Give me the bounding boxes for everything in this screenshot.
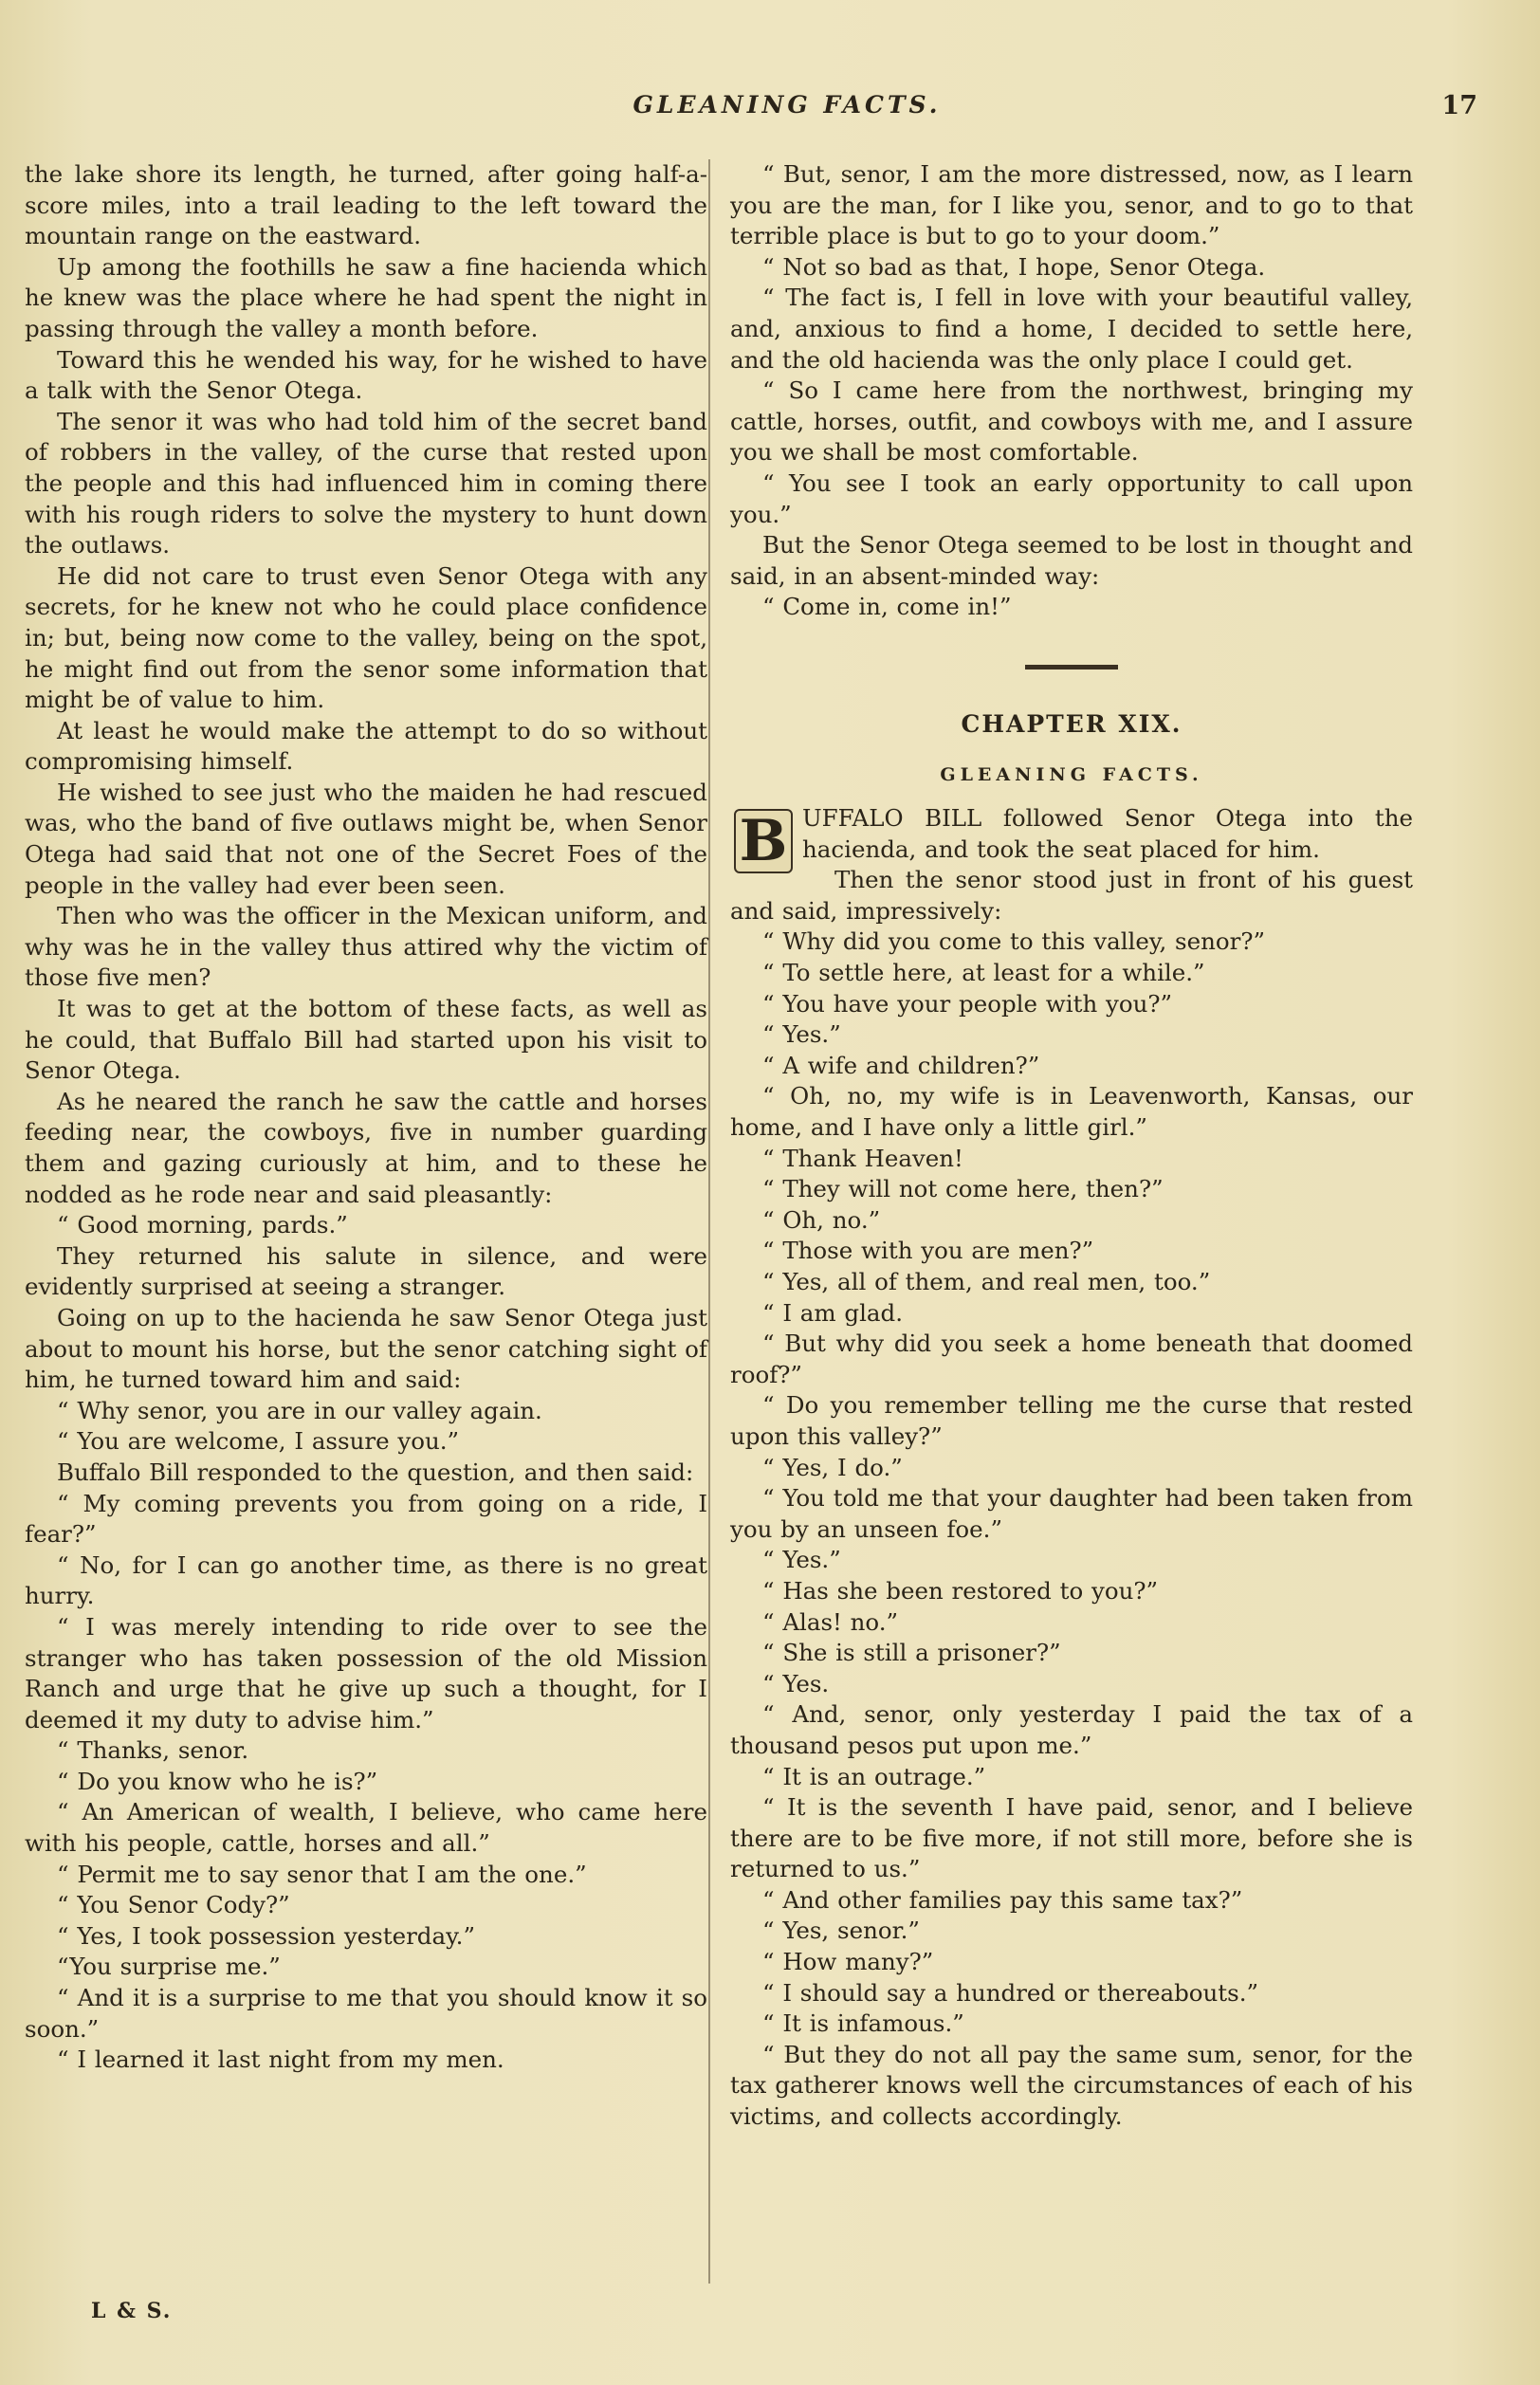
- paragraph: “ You told me that your daughter had been taken from you by an unseen foe.”: [730, 1484, 1413, 1543]
- paragraph: Buffalo Bill responded to the question, and then said:: [57, 1458, 694, 1486]
- paragraph: “ It is an outrage.”: [762, 1762, 986, 1790]
- paragraph: “ An American of wealth, I believe, who came here with his people, cattle, horses and all.”: [25, 1798, 707, 1858]
- paragraph: “ I was merely intending to ride over to see the stranger who has taken possession of the old Mission Ranch and urge that he give up such a thought, for I deemed it my duty to advise him.”: [25, 1612, 707, 1734]
- paragraph: “ Do you remember telling me the curse that rested upon this valley?”: [730, 1391, 1413, 1450]
- paragraph: “ My coming prevents you from going on a ride, I fear?”: [25, 1489, 707, 1549]
- paragraph: “ She is still a prisoner?”: [762, 1639, 1061, 1667]
- page-header: [28, 91, 1508, 129]
- paragraph: “ Not so bad as that, I hope, Senor Otega.: [762, 252, 1266, 281]
- paragraph: Toward this he wended his way, for he wished to have a talk with the Senor Otega.: [25, 345, 707, 405]
- chapter-subtitle: GLEANING FACTS.: [940, 763, 1203, 785]
- paragraph: The senor it was who had told him of the secret band of robbers in the valley, of the curse that rested upon the people and this had influenced him in coming there with his rough riders to solve the mystery to hunt down the outlaws.: [25, 407, 707, 560]
- paragraph: “ Do you know who he is?”: [57, 1767, 378, 1795]
- paragraph: “ Yes.”: [762, 1020, 841, 1049]
- paragraph: “ Yes.”: [762, 1546, 841, 1574]
- paragraph: “ Yes.: [762, 1669, 830, 1697]
- printer-signature-mark: L & S.: [91, 2299, 173, 2323]
- paragraph: “ Yes, senor.”: [762, 1917, 920, 1945]
- paragraph: “ I should say a hundred or thereabouts.”: [762, 1978, 1259, 2007]
- paragraph: “ Oh, no, my wife is in Leavenworth, Kansas, our home, and I have only a little girl.”: [730, 1082, 1413, 1142]
- running-title: GLEANING FACTS.: [632, 91, 942, 119]
- paragraph: At least he would make the attempt to do so without compromising himself.: [25, 716, 707, 776]
- paragraph: “ It is the seventh I have paid, senor, and I believe there are to be five more, if not still more, before she is returned to us.”: [730, 1793, 1413, 1883]
- paragraph: “ Thank Heaven!: [762, 1144, 963, 1172]
- paragraph: “ Yes, I took possession yesterday.”: [57, 1921, 475, 1950]
- paragraph: But the Senor Otega seemed to be lost in thought and said, in an absent-minded way:: [730, 531, 1413, 590]
- paragraph: “ Oh, no.”: [762, 1205, 881, 1234]
- paragraph: “ You have your people with you?”: [762, 989, 1173, 1018]
- paragraph: “ Why senor, you are in our valley again.: [57, 1396, 542, 1424]
- paragraph: “ But they do not all pay the same sum, senor, for the tax gatherer knows well the circumstances of each of his victims, and collects accordingly.: [730, 2040, 1413, 2131]
- paragraph: the lake shore its length, he turned, after going half-a-score miles, into a trail leading to the left toward the mountain range on the eastward.: [25, 160, 707, 250]
- paragraph: “You surprise me.”: [57, 1953, 281, 1981]
- paragraph: “ Yes, I do.”: [762, 1453, 903, 1481]
- paragraph: “ And it is a surprise to me that you should know it so soon.”: [25, 1984, 707, 2043]
- paragraph: “ A wife and children?”: [762, 1051, 1040, 1079]
- paragraph: “ You Senor Cody?”: [57, 1891, 290, 1919]
- paragraph: He did not care to trust even Senor Otega with any secrets, for he knew not who he could place confidence in; but, being now come to the valley, being on the spot, he might find out from the senor some information that might be of value to him.: [25, 561, 707, 714]
- paragraph: “ Good morning, pards.”: [57, 1211, 348, 1239]
- paragraph: Up among the foothills he saw a fine hacienda which he knew was the place where he had spent the night in passing through the valley a month before.: [25, 252, 707, 342]
- paragraph: As he neared the ranch he saw the cattle and horses feeding near, the cowboys, five in number guarding them and gazing curiously at him, and to these he nodded as he rode near and said pleasantly:: [25, 1087, 707, 1208]
- paragraph: “ I am glad.: [762, 1298, 904, 1327]
- right-column: [730, 159, 1413, 2133]
- paragraph: “ It is infamous.”: [762, 2009, 964, 2038]
- paragraph: “ But, senor, I am the more distressed, now, as I learn you are the man, for I like you, senor, and to go to that terrible place is but to go to your doom.”: [730, 160, 1413, 250]
- paragraph: “ You are welcome, I assure you.”: [57, 1427, 460, 1456]
- chapter-opening-paragraph: [730, 803, 1413, 875]
- paragraph: They returned his salute in silence, and were evidently surprised at seeing a stranger.: [25, 1241, 707, 1301]
- paragraph: “ Those with you are men?”: [762, 1237, 1094, 1265]
- paragraph: “ Permit me to say senor that I am the one.”: [57, 1860, 587, 1888]
- left-column: [25, 159, 707, 2076]
- paragraph: “ You see I took an early opportunity to call upon you.”: [730, 468, 1413, 528]
- paragraph: “ To settle here, at least for a while.”: [762, 959, 1205, 987]
- paragraph: It was to get at the bottom of these facts, as well as he could, that Buffalo Bill had started upon his visit to Senor Otega.: [25, 995, 707, 1085]
- paragraph: “ They will not come here, then?”: [762, 1175, 1164, 1203]
- column-divider: [708, 159, 710, 2284]
- paragraph: “ The fact is, I fell in love with your beautiful valley, and, anxious to find a home, I decided to settle here, and the old hacienda was the only place I could get.: [730, 284, 1413, 374]
- paragraph: “ I learned it last night from my men.: [57, 2046, 504, 2074]
- paragraph: “ So I came here from the northwest, bringing my cattle, horses, outfit, and cowboys with me, and I assure you we shall be most comfortable.: [730, 376, 1413, 467]
- paragraph: “ How many?”: [762, 1948, 934, 1976]
- paragraph: “ Why did you come to this valley, senor?”: [762, 927, 1266, 956]
- paragraph: He wished to see just who the maiden he had rescued was, who the band of five outlaws might be, when Senor Otega had said that not one of the Secret Foes of the people in the valley had ever been seen.: [25, 778, 707, 899]
- drop-cap: B: [734, 809, 793, 873]
- paragraph: “ But why did you seek a home beneath that doomed roof?”: [730, 1330, 1413, 1388]
- page-number: 17: [1441, 91, 1477, 120]
- paragraph: “ Come in, come in!”: [762, 593, 1012, 621]
- paragraph: “ And, senor, only yesterday I paid the tax of a thousand pesos put upon me.”: [730, 1700, 1413, 1759]
- paragraph: “ Yes, all of them, and real men, too.”: [762, 1268, 1211, 1295]
- paragraph: Then who was the officer in the Mexican uniform, and why was he in the valley thus attired why the victim of those five men?: [25, 902, 707, 992]
- drop-cap-continuation: UFFALO BILL followed Senor Otega into the hacienda, and took the seat placed for him.: [802, 804, 1413, 863]
- section-divider: [1025, 665, 1118, 670]
- paragraph: Going on up to the hacienda he saw Senor Otega just about to mount his horse, but the senor catching sight of him, he turned toward him and said:: [25, 1303, 707, 1394]
- chapter-heading: CHAPTER XIX.: [961, 709, 1182, 738]
- paragraph: “ And other families pay this same tax?”: [762, 1885, 1243, 1914]
- paragraph: “ Has she been restored to you?”: [762, 1576, 1159, 1605]
- paragraph: “ Alas! no.”: [762, 1607, 899, 1636]
- paragraph: “ Thanks, senor.: [57, 1736, 249, 1765]
- paragraph: “ No, for I can go another time, as there is no great hurry.: [25, 1550, 707, 1610]
- paragraph: Then the senor stood just in front of his guest and said, impressively:: [730, 866, 1413, 925]
